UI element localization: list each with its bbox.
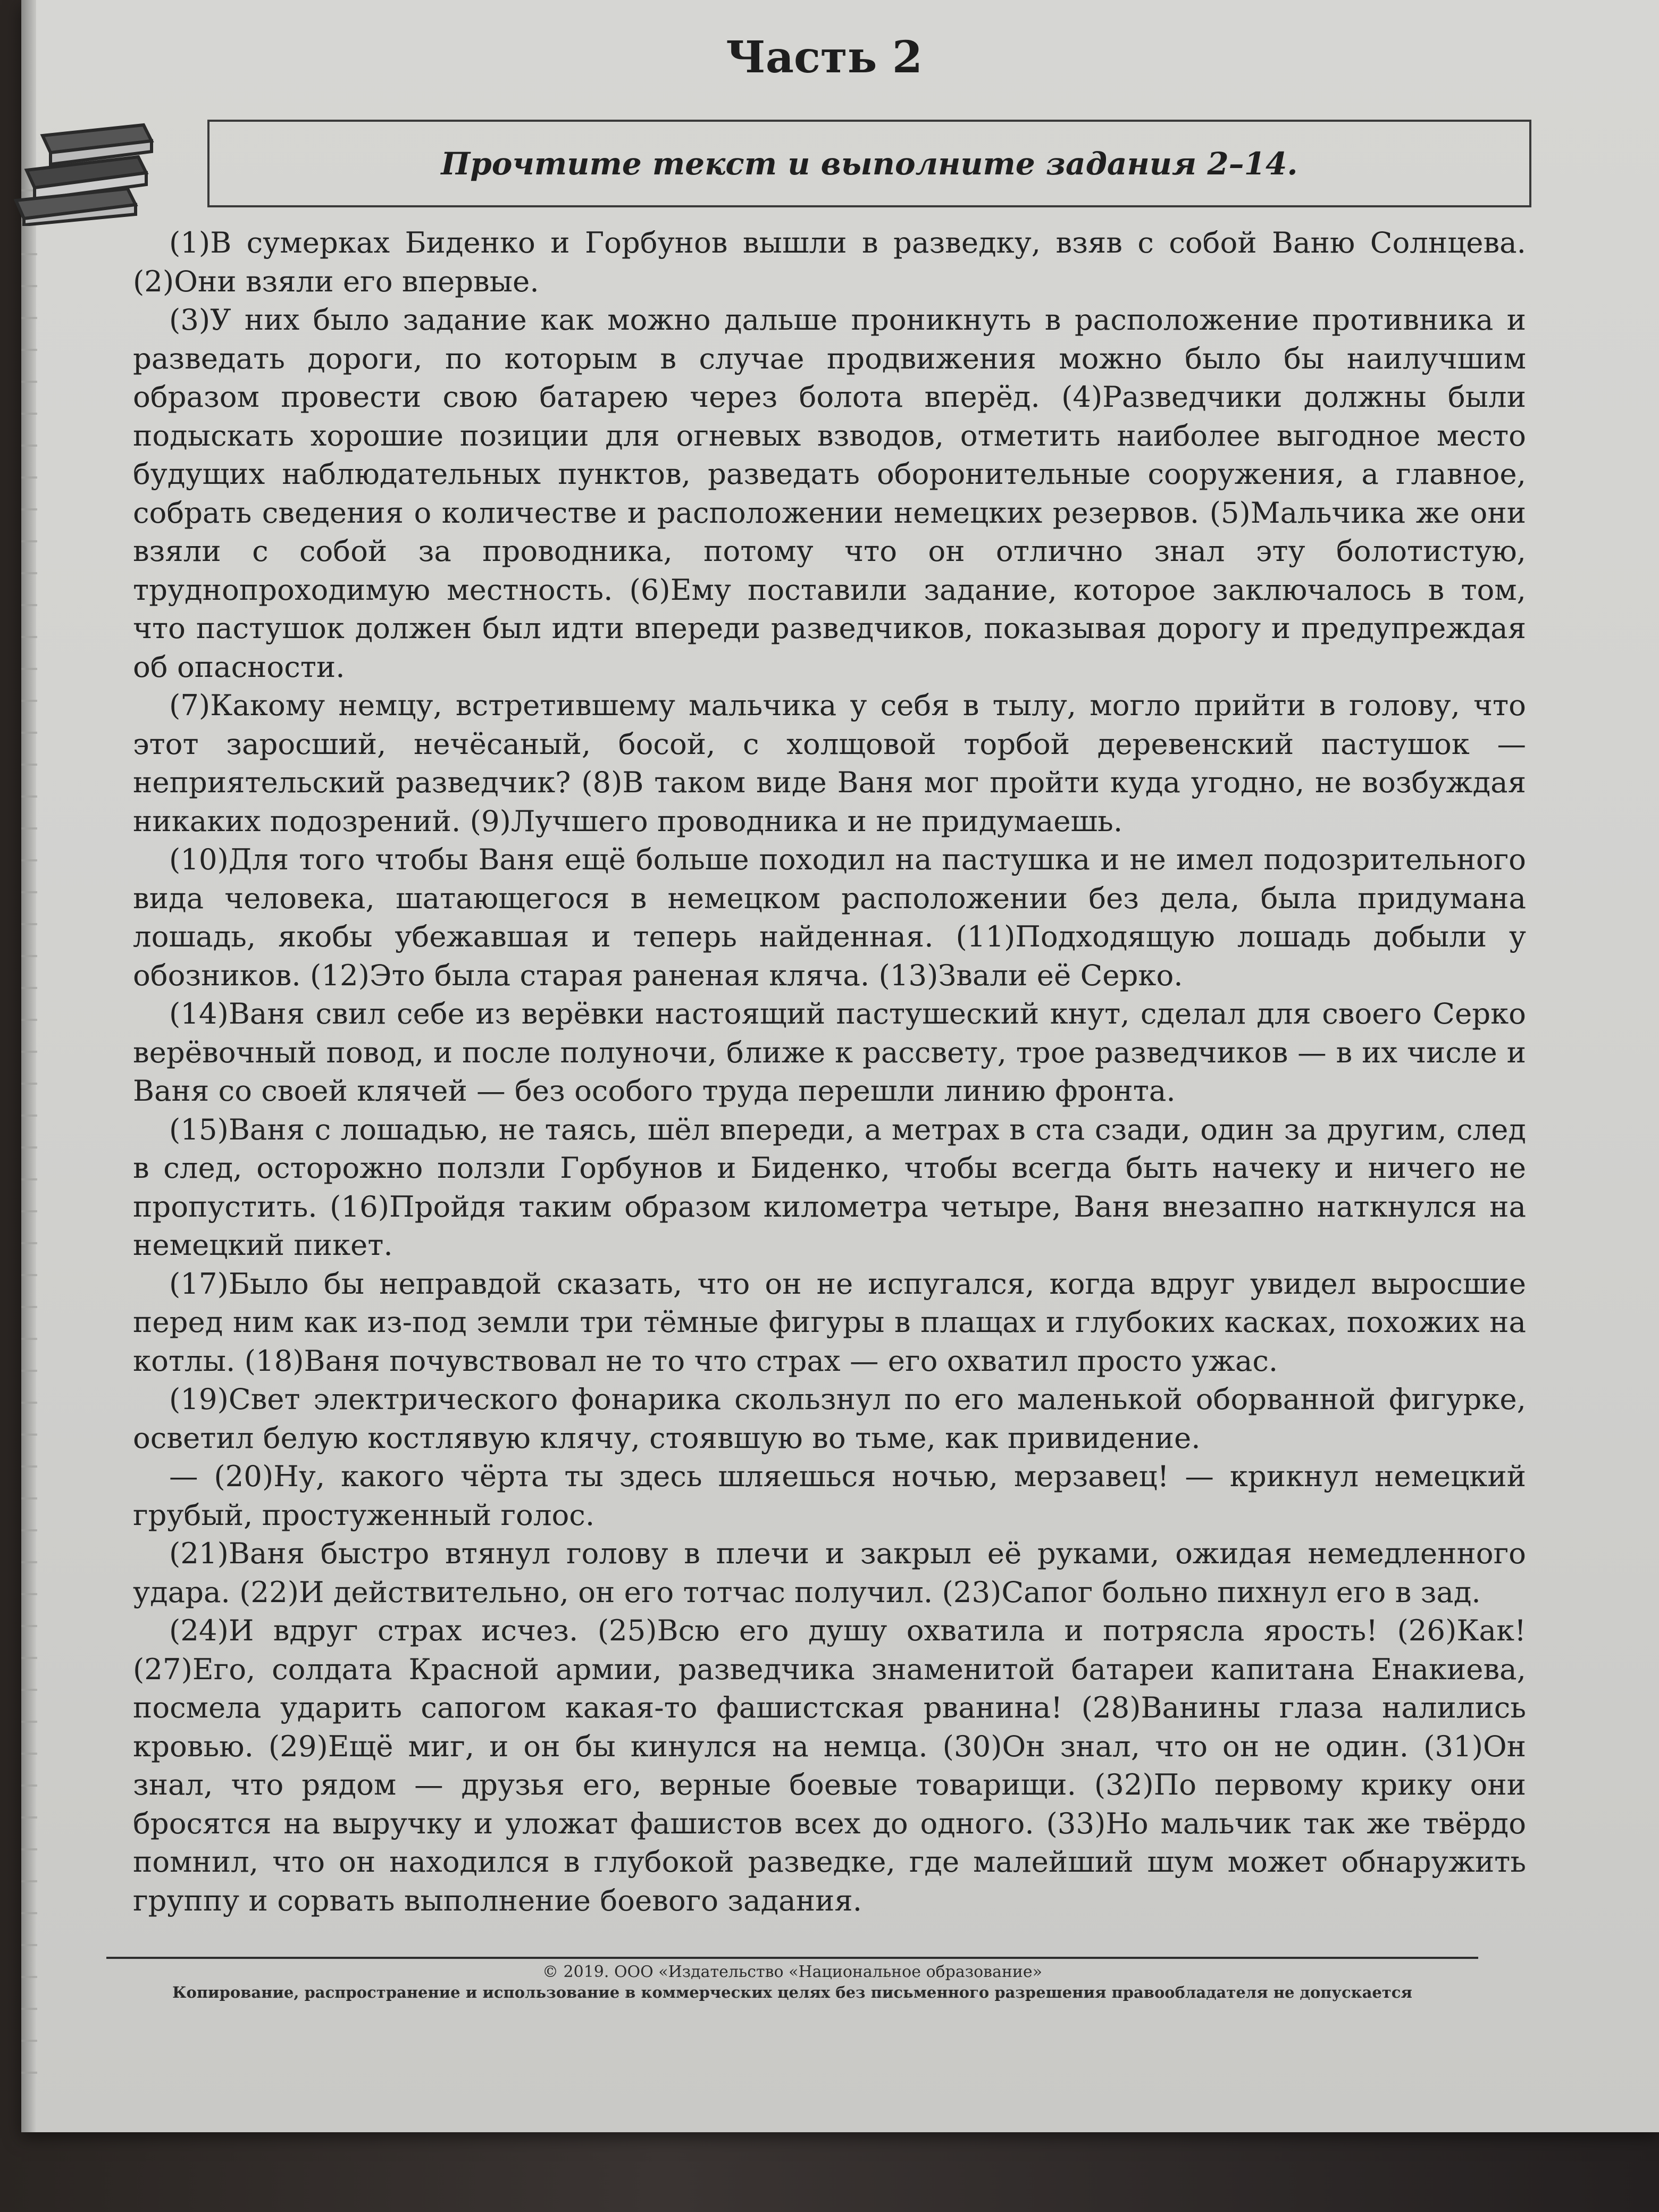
paragraph: (14)Ваня свил себе из верёвки настоящий пастушеский кнут, сделал для своего Серко верёвочный повод, и после полуночи, ближе к рассвету, трое разведчиков — в их числе и Ваня со своей клячей — без особого труда перешли линию фронта.: [133, 996, 1526, 1108]
footer-copyright: © 2019. ООО «Издательство «Национальное образование»: [542, 1963, 1043, 1981]
reading-text: [133, 223, 1526, 1920]
paragraph: (17)Было бы неправдой сказать, что он не испугался, когда вдруг увидел выросшие перед ним как из-под земли три тёмные фигуры в плащах и глубоких касках, похожих на котлы. (18)Ваня почувствовал не то что страх — его охватил просто ужас.: [133, 1266, 1526, 1378]
footer: [106, 1962, 1478, 2002]
paragraph: (24)И вдруг страх исчез. (25)Всю его душу охватила и потрясла ярость! (26)Как! (27)Его, солдата Красной армии, разведчика знаменитой батареи капитана Енакиева, посмела ударить сапогом какая-то фашистская рванина! (28)Ванины глаза налились кровью. (29)Ещё миг, и он бы кинулся на немца. (30)Он знал, что он не один. (31)Он знал, что рядом — друзья его, верные боевые товарищи. (32)По первому крику они бросятся на выручку и уложат фашистов всех до одного. (33)Но мальчик так же твёрдо помнил, что он находился в глубокой разведке, где малейший шум может обнаружить группу и сорвать выполнение боевого задания.: [133, 1613, 1526, 1917]
paragraph: (10)Для того чтобы Ваня ещё больше походил на пастушка и не имел подозрительного вида человека, шатающегося в немецком расположении без дела, была придумана лошадь, якобы убежавшая и теперь найденная. (11)Подходящую лошадь добыли у обозников. (12)Это была старая раненая кляча. (13)Звали её Серко.: [133, 842, 1526, 992]
footer-divider: [106, 1957, 1478, 1959]
paragraph: (1)В сумерках Биденко и Горбунов вышли в разведку, взяв с собой Ваню Солнцева. (2)Они взяли его впервые.: [133, 225, 1526, 298]
footer-notice: Копирование, распространение и использование в коммерческих целях без письменного разрешения правообладателя не допускается: [172, 1983, 1412, 2001]
books-stack-icon: [5, 120, 170, 226]
adjacent-page-lines: [21, 160, 37, 2074]
instruction-text: Прочтите текст и выполните задания 2–14.: [441, 145, 1298, 182]
instruction-box: [207, 120, 1531, 207]
paragraph: (21)Ваня быстро втянул голову в плечи и закрыл её руками, ожидая немедленного удара. (22)И действительно, он его тотчас получил. (23)Сапог больно пихнул его в зад.: [133, 1536, 1526, 1609]
paragraph: (3)У них было задание как можно дальше проникнуть в расположение противника и разведать дороги, по которым в случае продвижения можно было бы наилучшим образом провести свою батарею через болота вперёд. (4)Разведчики должны были подыскать хорошие позиции для огневых взводов, отметить наиболее выгодное место будущих наблюдательных пунктов, разведать оборонительные сооружения, а главное, собрать сведения о количестве и расположении немецких резервов. (5)Мальчика же они взяли с собой за проводника, потому что он отлично знал эту болотистую, труднопроходимую местность. (6)Ему поставили задание, которое заключалось в том, что пастушок должен был идти впереди разведчиков, показывая дорогу и предупреждая об опасности.: [133, 303, 1526, 684]
paragraph: (15)Ваня с лошадью, не таясь, шёл впереди, а метрах в ста сзади, один за другим, след в след, осторожно ползли Горбунов и Биденко, чтобы всегда быть начеку и ничего не пропустить. (16)Пройдя таким образом километра четыре, Ваня внезапно наткнулся на немецкий пикет.: [133, 1112, 1526, 1262]
paragraph: (19)Свет электрического фонарика скользнул по его маленькой оборванной фигурке, осветил белую костлявую клячу, стоявшую во тьме, как привидение.: [133, 1382, 1526, 1455]
part-title: Часть 2: [725, 32, 923, 83]
paragraph: — (20)Ну, какого чёрта ты здесь шляешься ночью, мерзавец! — крикнул немецкий грубый, простуженный голос.: [133, 1459, 1526, 1532]
paragraph: (7)Какому немцу, встретившему мальчика у себя в тылу, могло прийти в голову, что этот заросший, нечёсаный, босой, с холщовой торбой деревенский пастушок — неприятельский разведчик? (8)В таком виде Ваня мог пройти куда угодно, не возбуждая никаких подозрений. (9)Лучшего проводника и не придумаешь.: [133, 688, 1526, 838]
